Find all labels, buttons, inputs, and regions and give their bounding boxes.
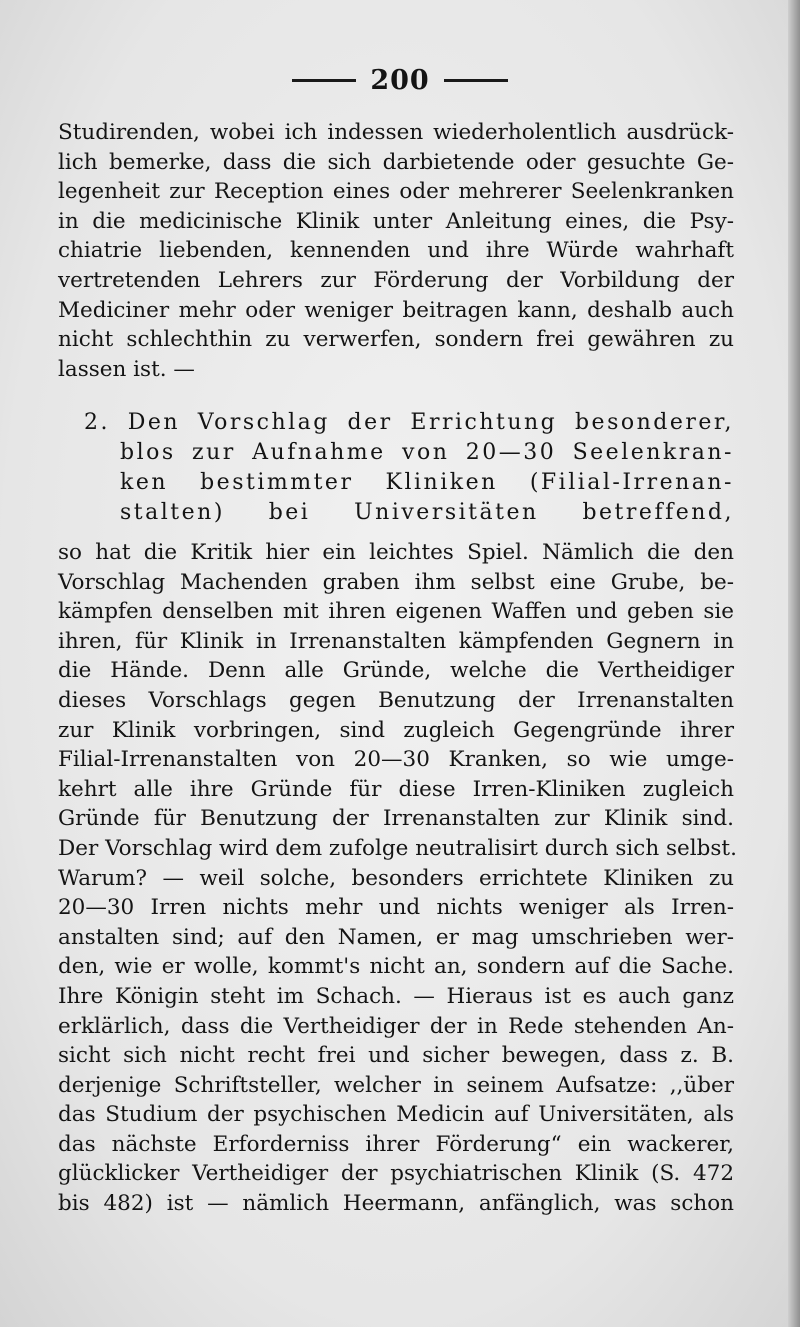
text-line: Ihre Königin steht im Schach. — Hieraus ist es auch ganz (58, 983, 734, 1009)
text-line: derjenige Schriftsteller, welcher in seinem Aufsatze: ,,über (58, 1072, 734, 1098)
text-line: Filial-Irrenanstalten von 20—30 Kranken, so wie umge- (58, 747, 734, 773)
section-heading (84, 408, 734, 528)
text-line: in die medicinische Klinik unter Anleitung eines, die Psy- (58, 208, 734, 234)
paragraph-2 (58, 538, 737, 1219)
text-line: dieses Vorschlags gegen Benutzung der Irrenanstalten (58, 687, 734, 713)
heading-line: 2. Den Vorschlag der Errichtung besonderer, (84, 410, 734, 435)
page-number: 200 (370, 64, 430, 96)
text-line: kehrt alle ihre Gründe für diese Irren-Kliniken zugleich (58, 776, 734, 802)
header-rule-left (292, 79, 356, 82)
text-line: Vorschlag Machenden graben ihm selbst eine Grube, be- (58, 569, 734, 595)
text-line: die Hände. Denn alle Gründe, welche die Vertheidiger (58, 658, 734, 684)
text-line: legenheit zur Reception eines oder mehrerer Seelenkranken (58, 179, 734, 205)
text-line: Gründe für Benutzung der Irrenanstalten zur Klinik sind. (58, 806, 734, 832)
text-line: vertretenden Lehrers zur Förderung der Vorbildung der (58, 267, 734, 293)
text-line: das nächste Erforderniss ihrer Förderung“ ein wackerer, (58, 1131, 734, 1157)
text-line: anstalten sind; auf den Namen, er mag umschrieben wer- (58, 924, 734, 950)
text-line: erklärlich, dass die Vertheidiger der in Rede stehenden An- (58, 1013, 734, 1039)
header-rule-right (444, 79, 508, 82)
text-line: Der Vorschlag wird dem zufolge neutralisirt durch sich selbst. (58, 835, 737, 861)
page-header (0, 62, 800, 98)
text-line: nicht schlechthin zu verwerfen, sondern frei gewähren zu (58, 327, 734, 353)
text-line: chiatrie liebenden, kennenden und ihre Würde wahrhaft (58, 238, 734, 264)
heading-line: blos zur Aufnahme von 20—30 Seelenkran- (120, 440, 734, 465)
text-line: den, wie er wolle, kommt's nicht an, sondern auf die Sache. (58, 954, 734, 980)
text-line: 20—30 Irren nichts mehr und nichts weniger als Irren- (58, 895, 734, 921)
text-line: kämpfen denselben mit ihren eigenen Waffen und geben sie (58, 599, 734, 625)
text-line: sicht sich nicht recht frei und sicher bewegen, dass z. B. (58, 1043, 734, 1069)
text-line: so hat die Kritik hier ein leichtes Spiel. Nämlich die den (58, 540, 734, 565)
text-line: das Studium der psychischen Medicin auf Universitäten, als (58, 1102, 734, 1128)
text-line: Studirenden, wobei ich indessen wiederholentlich ausdrück- (58, 120, 734, 145)
text-line: bis 482) ist — nämlich Heermann, anfänglich, was schon (58, 1191, 734, 1217)
text-line: ihren, für Klinik in Irrenanstalten kämpfenden Gegnern in (58, 628, 734, 654)
text-line: Warum? — weil solche, besonders errichtete Kliniken zu (58, 865, 734, 891)
text-line: lassen ist. — (58, 356, 195, 382)
heading-line: ken bestimmter Kliniken (Filial-Irrenan- (120, 470, 734, 495)
text-line: lich bemerke, dass die sich darbietende oder gesuchte Ge- (58, 149, 734, 175)
text-line: Mediciner mehr oder weniger beitragen kann, deshalb auch (58, 297, 734, 323)
page-edge-shadow (788, 0, 800, 1327)
text-line: zur Klinik vorbringen, sind zugleich Gegengründe ihrer (58, 717, 734, 743)
heading-line: stalten) bei Universitäten betreffend, (120, 500, 734, 525)
paragraph-1 (58, 118, 734, 384)
text-line: glücklicker Vertheidiger der psychiatrischen Klinik (S. 472 (58, 1161, 734, 1187)
